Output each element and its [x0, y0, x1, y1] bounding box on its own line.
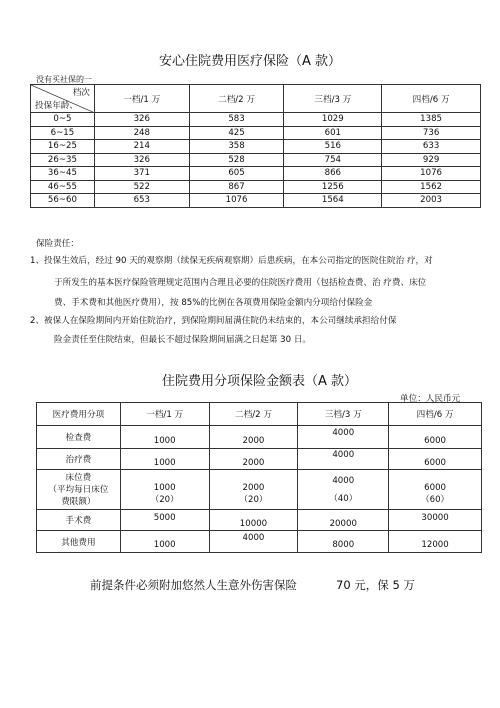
precondition-text: 前提条件必须附加悠然人生意外伤害保险 [90, 578, 297, 592]
value-cell: 1029 [284, 113, 382, 127]
value-text: 4000 [332, 475, 355, 486]
value-cell: 4000 [209, 531, 298, 553]
age-cell: 46~55 [31, 180, 95, 194]
value-text: 1000 [153, 482, 176, 493]
note-text: 没有买社保的一 [36, 75, 92, 84]
value-cell: 371 [94, 167, 189, 181]
value-cell: 2000 [209, 426, 298, 449]
table-row [37, 531, 482, 553]
value-cell: 20000 [298, 510, 389, 531]
paragraph-line: 于所发生的基本医疗保险管理规定范围内合理且必要的住院医疗费用（包括检查费、治 疗费、床位 [54, 278, 427, 288]
item-cell: 手术费 [37, 510, 121, 531]
value-cell: 248 [94, 126, 189, 140]
value-cell: 653 [94, 194, 189, 208]
premium-text: 70 元，保 5 万 [336, 578, 415, 592]
value-cell: 605 [189, 167, 284, 181]
value-cell: 929 [382, 153, 481, 167]
column-header: 四档/6 万 [382, 85, 481, 113]
value-cell: 4000 [298, 449, 389, 470]
value-cell: 326 [94, 153, 189, 167]
value-cell: 1385 [382, 113, 481, 127]
item-cell: 其他费用 [37, 531, 121, 553]
page-title: 安心住院费用医疗保险（A 款） [159, 54, 342, 69]
column-header: 一档/1 万 [120, 403, 209, 426]
table-header-row [31, 85, 481, 113]
value-cell: 10000 [209, 510, 298, 531]
column-header: 医疗费用分项 [37, 403, 121, 426]
value-text: 6000 [424, 482, 447, 493]
value-cell: 633 [382, 140, 481, 154]
table-row [37, 470, 482, 510]
value-cell: 358 [189, 140, 284, 154]
value-cell: 1256 [284, 180, 382, 194]
value-cell: 214 [94, 140, 189, 154]
value-cell: 12000 [389, 531, 482, 553]
value-cell: 6000 [389, 449, 482, 470]
value-cell: 8000 [298, 531, 389, 553]
diag-bottom-label: 投保年龄、 [35, 101, 78, 111]
item-cell: 检查费 [37, 426, 121, 449]
age-cell: 56~60 [31, 194, 95, 208]
value-cell: 4000 [298, 426, 389, 449]
column-header: 一档/1 万 [94, 85, 189, 113]
daily-limit-text: （20） [239, 494, 268, 505]
premium-table [30, 84, 481, 208]
value-cell: 425 [189, 126, 284, 140]
daily-limit-text: （40） [329, 493, 358, 504]
item-line: （平均每日床位 [48, 484, 109, 495]
table-row [37, 426, 482, 449]
unit-label: 单位：人民币元 [400, 394, 461, 404]
value-cell: 522 [94, 180, 189, 194]
diagonal-header-cell [31, 85, 95, 113]
value-cell [209, 470, 298, 510]
value-cell: 1000 [120, 531, 209, 553]
value-cell: 2003 [382, 194, 481, 208]
age-cell: 0~5 [31, 113, 95, 127]
value-cell [120, 470, 209, 510]
value-cell: 30000 [389, 510, 482, 531]
section-title: 住院费用分项保险金额表（A 款） [162, 374, 358, 389]
paragraph-line: 费、手术费和其他医疗费用），按 85%的比例在各项费用保险金额内分项给付保险金 [54, 298, 373, 308]
age-cell: 26~35 [31, 153, 95, 167]
column-header: 四档/6 万 [389, 403, 482, 426]
daily-limit-text: （20） [150, 494, 179, 505]
item-line: 费限额） [61, 496, 96, 507]
item-cell: 治疗费 [37, 449, 121, 470]
value-cell: 1562 [382, 180, 481, 194]
table-header-row [37, 403, 482, 426]
table-row [31, 167, 481, 181]
age-cell: 6~15 [31, 126, 95, 140]
value-cell [389, 470, 482, 510]
table-row [31, 194, 481, 208]
table-row [37, 449, 482, 470]
value-cell: 1000 [120, 449, 209, 470]
paragraph-line: 2、被保人在保险期间内开始住院治疗，到保险期间届满住院仍未结束的，本公司继续承担给付保 [30, 316, 397, 326]
paragraph-line: 1、投保生效后，经过 90 天的观察期（续保无疾病观察期）后患疾病，在本公司指定的医院住院治 疗，对 [30, 256, 433, 266]
value-cell: 1076 [382, 167, 481, 181]
diag-top-label: 档次 [72, 88, 90, 98]
age-cell: 16~25 [31, 140, 95, 154]
daily-limit-text: （60） [421, 494, 450, 505]
column-header: 二档/2 万 [189, 85, 284, 113]
table-row [31, 180, 481, 194]
item-cell [37, 470, 121, 510]
responsibility-heading: 保险责任： [36, 239, 79, 249]
value-cell [298, 470, 389, 510]
value-text: 2000 [242, 482, 265, 493]
value-cell: 1076 [189, 194, 284, 208]
value-cell: 326 [94, 113, 189, 127]
value-cell: 5000 [120, 510, 209, 531]
table-row [37, 510, 482, 531]
value-cell: 2000 [209, 449, 298, 470]
value-cell: 866 [284, 167, 382, 181]
value-cell: 583 [189, 113, 284, 127]
item-line: 床位费 [65, 472, 92, 483]
value-cell: 528 [189, 153, 284, 167]
table-row [31, 126, 481, 140]
column-header: 二档/2 万 [209, 403, 298, 426]
value-cell: 1000 [120, 426, 209, 449]
value-cell: 516 [284, 140, 382, 154]
table-row [31, 113, 481, 127]
age-cell: 36~45 [31, 167, 95, 181]
value-cell: 754 [284, 153, 382, 167]
value-cell: 867 [189, 180, 284, 194]
paragraph-line: 险金责任至住院结束，但最长不超过保险期间届满之日起第 30 日。 [54, 335, 312, 345]
value-cell: 736 [382, 126, 481, 140]
table-row [31, 153, 481, 167]
value-cell: 601 [284, 126, 382, 140]
column-header: 三档/3 万 [298, 403, 389, 426]
table-row [31, 140, 481, 154]
value-cell: 1564 [284, 194, 382, 208]
coverage-table [36, 402, 482, 553]
value-cell: 6000 [389, 426, 482, 449]
column-header: 三档/3 万 [284, 85, 382, 113]
